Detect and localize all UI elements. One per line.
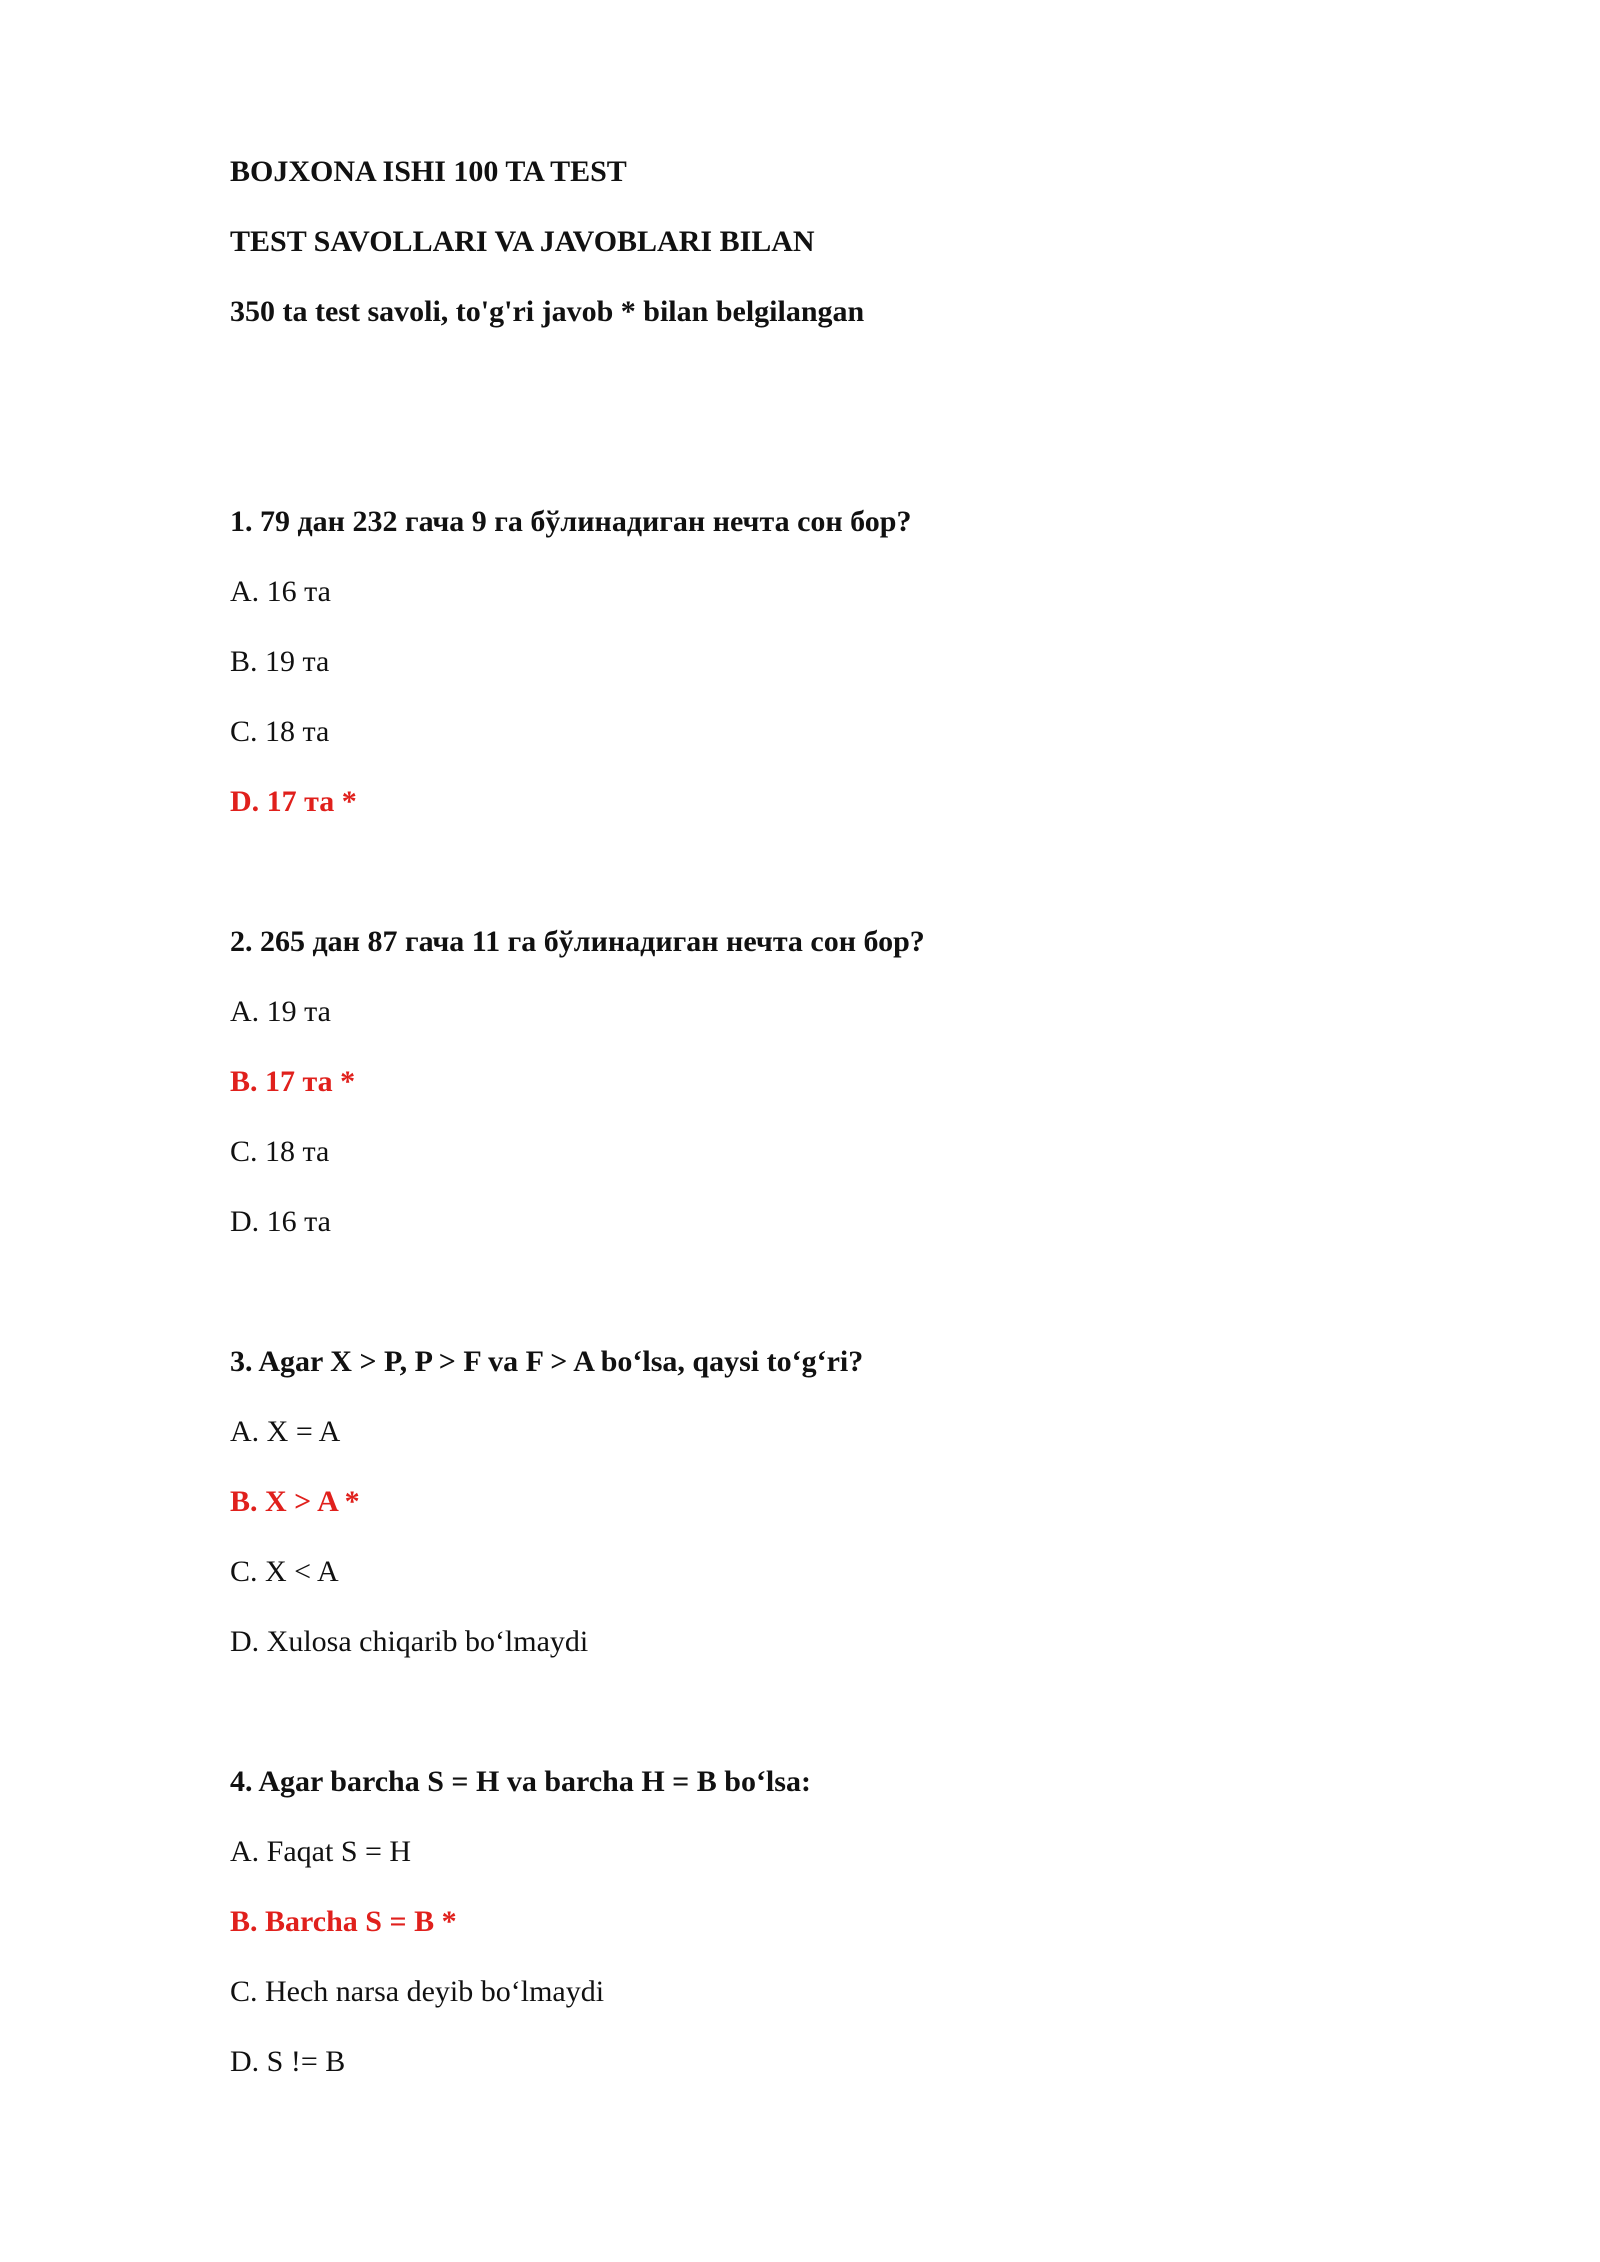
question-3-text: 3. Agar X > P, P > F va F > A bo‘lsa, qaysi to‘g‘ri? <box>230 1345 864 1378</box>
question-2-option-d: D. 16 та <box>230 1205 331 1238</box>
document-subtitle: TEST SAVOLLARI VA JAVOBLARI BILAN <box>230 225 815 258</box>
question-1-option-d-correct: D. 17 та * <box>230 785 357 818</box>
question-4-text: 4. Agar barcha S = H va barcha H = B bo‘lsa: <box>230 1765 811 1798</box>
question-3-option-b-correct: B. X > A * <box>230 1485 360 1518</box>
question-4-option-b-correct: B. Barcha S = B * <box>230 1905 457 1938</box>
question-2-option-a: A. 19 та <box>230 995 331 1028</box>
question-2-text: 2. 265 дан 87 гача 11 га бўлинадиган нечта сон бор? <box>230 925 925 958</box>
question-2-option-b-correct: B. 17 та * <box>230 1065 356 1098</box>
question-1-option-c: C. 18 та <box>230 715 330 748</box>
question-3-option-d: D. Xulosa chiqarib bo‘lmaydi <box>230 1625 589 1658</box>
question-4-option-c: C. Hech narsa deyib bo‘lmaydi <box>230 1975 605 2008</box>
document-title: BOJXONA ISHI 100 TA TEST <box>230 155 627 188</box>
question-3-option-c: C. X < A <box>230 1555 339 1588</box>
question-4-option-a: A. Faqat S = H <box>230 1835 412 1868</box>
question-4-option-d: D. S != B <box>230 2045 346 2078</box>
question-1-text: 1. 79 дан 232 гача 9 га бўлинадиган нечта сон бор? <box>230 505 912 538</box>
document-note: 350 ta test savoli, to'g'ri javob * bilan belgilangan <box>230 295 865 328</box>
question-1-option-a: A. 16 та <box>230 575 331 608</box>
question-2-option-c: C. 18 та <box>230 1135 330 1168</box>
question-3-option-a: A. X = A <box>230 1415 341 1448</box>
question-1-option-b: B. 19 та <box>230 645 330 678</box>
